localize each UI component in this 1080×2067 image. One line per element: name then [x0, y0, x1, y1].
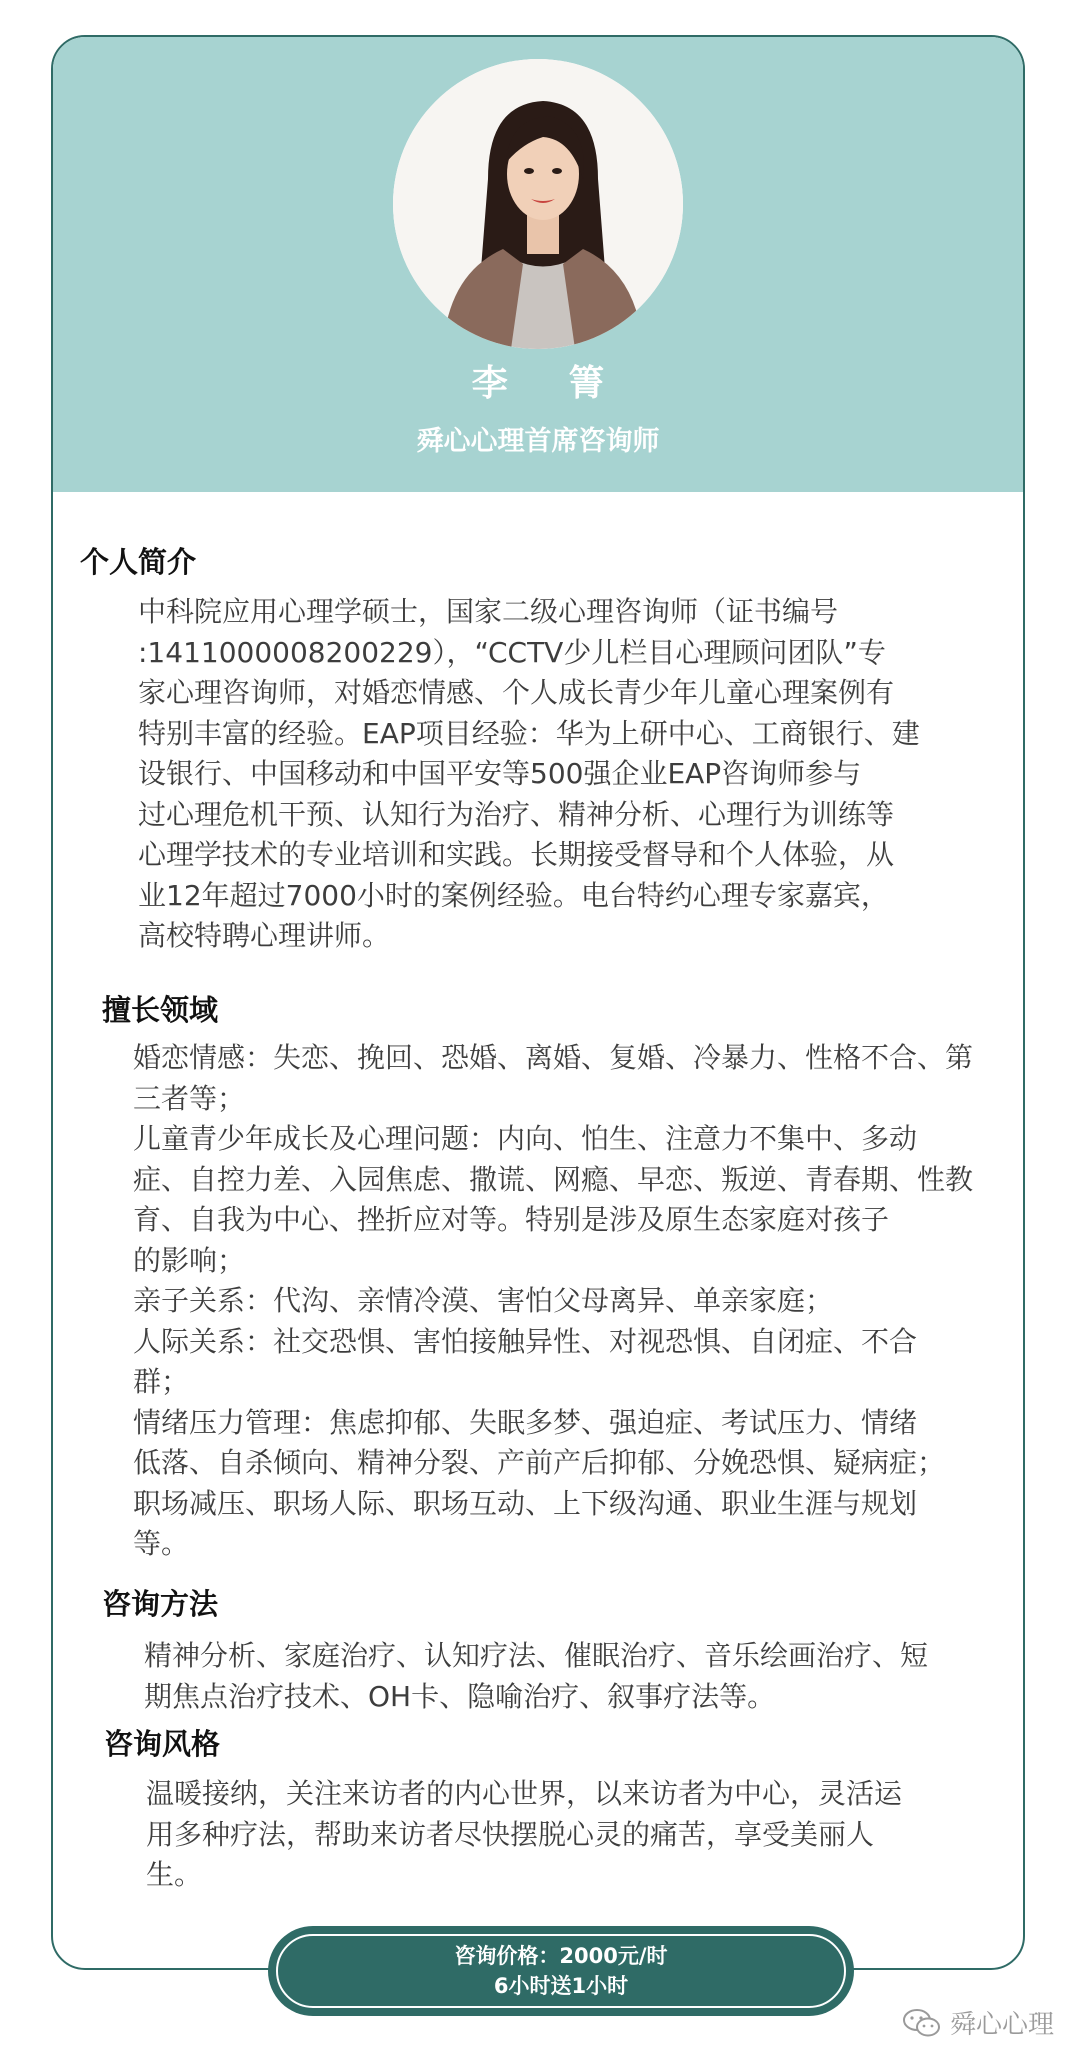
- expertise-line: 婚恋情感：失恋、挽回、恐婚、离婚、复婚、冷暴力、性格不合、第: [133, 1041, 974, 1074]
- style-paragraph: [146, 1774, 902, 1896]
- style-line: 温暖接纳，关注来访者的内心世界，以来访者为中心，灵活运: [146, 1777, 903, 1810]
- expertise-line: 等。: [133, 1527, 190, 1560]
- price-badge-inner: [276, 1934, 846, 2008]
- profile-header: [53, 37, 1023, 492]
- intro-heading: 个人简介: [80, 545, 197, 579]
- watermark-text: 舜心心理: [949, 2010, 1054, 2040]
- expertise-line: 症、自控力差、入园焦虑、撒谎、网瘾、早恋、叛逆、青春期、性教: [133, 1162, 974, 1196]
- expertise-line: 育、自我为中心、挫折应对等。特别是涉及原生态家庭对孩子: [133, 1203, 890, 1236]
- expertise-line: 低落、自杀倾向、精神分裂、产前产后抑郁、分娩恐惧、疑病症；: [133, 1446, 946, 1479]
- intro-line: 高校特聘心理讲师。: [138, 919, 391, 952]
- style-line: 生。: [146, 1858, 203, 1891]
- methods-heading: 咨询方法: [102, 1587, 219, 1621]
- expertise-line: 情绪压力管理：焦虑抑郁、失眠多梦、强迫症、考试压力、情绪: [133, 1405, 918, 1439]
- portrait-image: [393, 59, 683, 349]
- wechat-icon: [902, 2007, 942, 2039]
- watermark: [902, 2004, 1054, 2041]
- style-line: 用多种疗法，帮助来访者尽快摆脱心灵的痛苦，享受美丽人: [146, 1817, 875, 1851]
- methods-line: 期焦点治疗技术、OH卡、隐喻治疗、叙事疗法等。: [144, 1679, 776, 1713]
- intro-line: 心理学技术的专业培训和实践。长期接受督导和个人体验，从: [138, 838, 895, 871]
- methods-paragraph: [144, 1636, 928, 1717]
- intro-line: 业12年超过7000小时的案例经验。电台特约心理专家嘉宾，: [138, 878, 889, 912]
- consultant-name: 李 箐: [471, 363, 629, 404]
- intro-line: 过心理危机干预、认知行为治疗、精神分析、心理行为训练等: [138, 797, 895, 831]
- intro-line: 设银行、中国移动和中国平安等500强企业EAP咨询师参与: [138, 757, 862, 790]
- expertise-line: 三者等；: [133, 1081, 246, 1115]
- expertise-line: 职场减压、职场人际、职场互动、上下级沟通、职业生涯与规划: [133, 1486, 918, 1520]
- intro-line: 特别丰富的经验。EAP项目经验：华为上研中心、工商银行、建: [138, 716, 920, 750]
- consultant-title: 舜心心理首席咨询师: [416, 426, 660, 457]
- intro-paragraph: [138, 592, 920, 957]
- expertise-line: 群；: [133, 1365, 190, 1398]
- intro-line: 中科院应用心理学硕士，国家二级心理咨询师（证书编号: [138, 595, 839, 628]
- expertise-line: 人际关系：社交恐惧、害怕接触异性、对视恐惧、自闭症、不合: [133, 1324, 918, 1358]
- methods-line: 精神分析、家庭治疗、认知疗法、催眠治疗、音乐绘画治疗、短: [144, 1639, 929, 1672]
- price-bonus-text: 6小时送1小时: [493, 1974, 629, 1998]
- expertise-line: 的影响；: [133, 1243, 246, 1277]
- intro-line: :1411000008200229），“CCTV少儿栏目心理顾问团队”专: [138, 635, 886, 669]
- expertise-paragraph: [133, 1038, 973, 1565]
- style-heading: 咨询风格: [104, 1727, 221, 1761]
- expertise-heading: 擅长领域: [102, 993, 219, 1027]
- expertise-line: 亲子关系：代沟、亲情冷漠、害怕父母离异、单亲家庭；: [133, 1284, 834, 1317]
- expertise-line: 儿童青少年成长及心理问题：内向、怕生、注意力不集中、多动: [133, 1122, 918, 1155]
- price-text: 咨询价格：2000元/时: [454, 1944, 668, 1968]
- intro-line: 家心理咨询师，对婚恋情感、个人成长青少年儿童心理案例有: [138, 676, 895, 709]
- avatar: [393, 59, 683, 349]
- price-badge: [268, 1926, 854, 2016]
